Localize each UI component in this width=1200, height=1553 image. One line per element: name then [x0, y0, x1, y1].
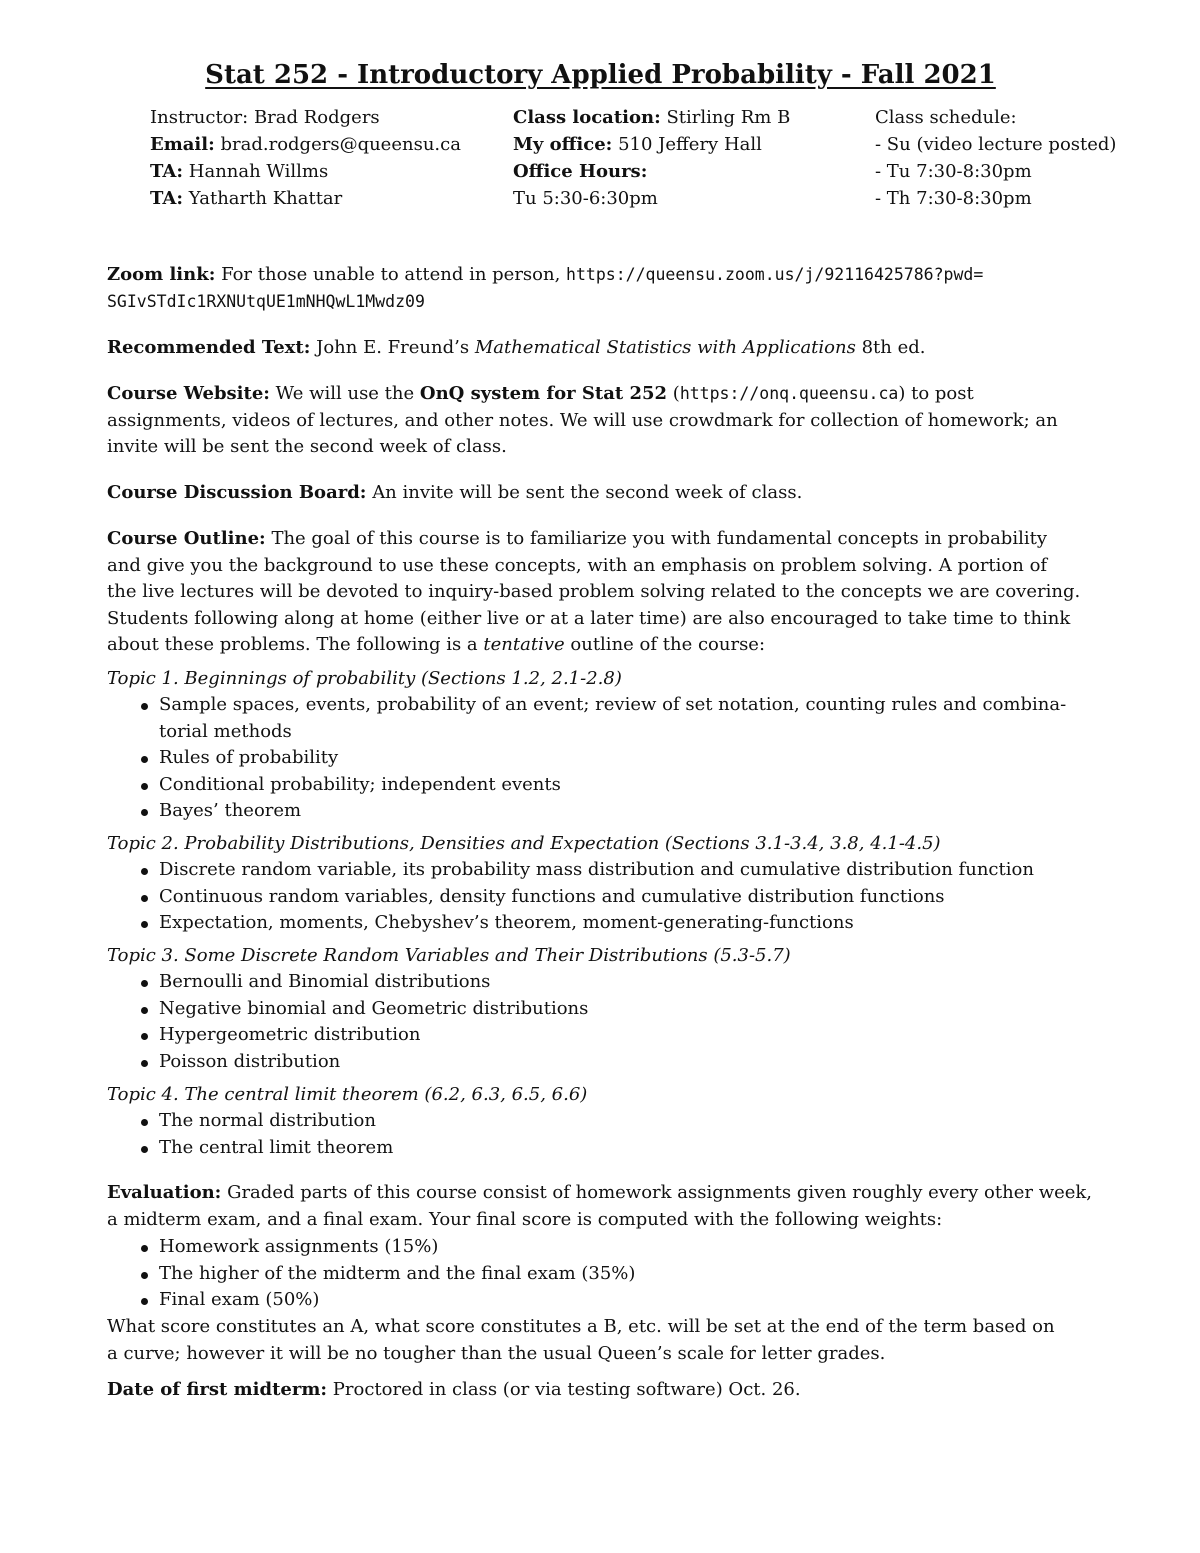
- schedule-info: [875, 104, 1116, 212]
- list-item: Homework assignments (15%): [107, 1234, 635, 1261]
- email-address[interactable]: brad.rodgers@queensu.ca: [220, 134, 461, 155]
- outline-section: [107, 526, 1094, 659]
- website-label: Course Website:: [107, 383, 270, 404]
- bullet-icon: [141, 783, 148, 790]
- discussion-label: Course Discussion Board:: [107, 482, 367, 503]
- bullet-icon: [141, 1245, 148, 1252]
- instructor-info: [150, 104, 461, 212]
- topic-2-list: [107, 857, 1034, 937]
- recommended-text-author: John E. Freund’s: [316, 337, 470, 358]
- bullet-icon: [141, 895, 148, 902]
- website-text-2: to post: [911, 383, 974, 404]
- ta1-name: Hannah Willms: [188, 161, 329, 182]
- schedule-item: - Tu 7:30-8:30pm: [875, 161, 1032, 182]
- list-item: Rules of probability: [107, 745, 1066, 772]
- grading-note-line: What score constitutes an A, what score constitutes a B, etc. will be set at the end of the term based on: [107, 1316, 1055, 1337]
- ta1-label: TA:: [150, 161, 184, 182]
- bullet-icon: [141, 1272, 148, 1279]
- website-text: We will use the: [275, 383, 415, 404]
- evaluation-line: Graded parts of this course consist of homework assignments given roughly every other week,: [227, 1182, 1093, 1203]
- office-location: 510 Jeffery Hall: [618, 134, 762, 155]
- course-website-section: Course Website: We will use the OnQ system for Stat 252 (https://onq.queensu.ca) to post assignments, videos of lectures, and other notes. We will use crowdmark for collection of homework; an invite will be sent the second week of class.: [107, 381, 1094, 461]
- evaluation-line: a midterm exam, and a final exam. Your final score is computed with the following weights:: [107, 1208, 943, 1230]
- schedule-label: Class schedule:: [875, 107, 1017, 128]
- topic-4-title: Topic 4. The central limit theorem (6.2, 6.3, 6.5, 6.6): [107, 1084, 588, 1105]
- location-info: [513, 104, 790, 212]
- bullet-icon: [141, 1060, 148, 1067]
- zoom-link[interactable]: https://queensu.zoom.us/j/92116425786?pwd=: [566, 265, 984, 284]
- outline-emphasis: tentative: [483, 634, 565, 655]
- zoom-text: For those unable to attend in person,: [221, 264, 561, 285]
- email-label: Email:: [150, 134, 215, 155]
- bullet-icon: [141, 756, 148, 763]
- list-item: Hypergeometric distribution: [107, 1022, 588, 1049]
- list-item: Final exam (50%): [107, 1287, 635, 1314]
- bullet-icon: [141, 921, 148, 928]
- bullet-icon: [141, 1033, 148, 1040]
- ta2-label: TA:: [150, 188, 184, 209]
- list-item: Negative binomial and Geometric distributions: [107, 996, 588, 1023]
- page-title: Stat 252 - Introductory Applied Probability - Fall 2021: [205, 60, 996, 90]
- bullet-icon: [141, 703, 148, 710]
- office-label: My office:: [513, 134, 613, 155]
- list-item: Bayes’ theorem: [107, 798, 1066, 825]
- outline-line: The goal of this course is to familiarize you with fundamental concepts in probability: [271, 528, 1047, 549]
- schedule-item: - Th 7:30-8:30pm: [875, 188, 1032, 209]
- evaluation-label: Evaluation:: [107, 1182, 222, 1203]
- instructor-label: Instructor:: [150, 107, 249, 128]
- topic-1-title: Topic 1. Beginnings of probability (Sections 1.2, 2.1-2.8): [107, 668, 622, 689]
- list-item-continuation: torial methods: [159, 720, 292, 742]
- list-item: Poisson distribution: [107, 1049, 588, 1076]
- topic-1-list: [107, 692, 1066, 825]
- bullet-icon: [141, 868, 148, 875]
- instructor-name: Brad Rodgers: [253, 107, 380, 128]
- outline-line: Students following along at home (either live or at a later time) are also encouraged to take time to think: [107, 607, 1071, 629]
- hours-label: Office Hours:: [513, 161, 648, 182]
- list-item: The higher of the midterm and the final exam (35%): [107, 1261, 635, 1288]
- bullet-icon: [141, 1146, 148, 1153]
- grading-note: [107, 1314, 1094, 1367]
- bullet-icon: [141, 1298, 148, 1305]
- list-item: Continuous random variables, density functions and cumulative distribution functions: [107, 884, 1034, 911]
- book-edition: 8th ed.: [861, 337, 926, 358]
- list-item: The normal distribution: [107, 1108, 393, 1135]
- midterm-label: Date of first midterm:: [107, 1379, 328, 1400]
- class-location: Stirling Rm B: [666, 107, 791, 128]
- book-title: Mathematical Statistics with Applications: [474, 337, 856, 358]
- outline-line: and give you the background to use these concepts, with an emphasis on problem solving. A portion of: [107, 554, 1048, 576]
- outline-line: the live lectures will be devoted to inquiry-based problem solving related to the concepts we are covering.: [107, 581, 1081, 602]
- list-item: The central limit theorem: [107, 1135, 393, 1162]
- midterm-text: Proctored in class (or via testing software) Oct. 26.: [332, 1379, 801, 1400]
- bullet-icon: [141, 1007, 148, 1014]
- bullet-icon: [141, 1119, 148, 1126]
- outline-line: about these problems. The following is a: [107, 634, 478, 655]
- topic-3-list: [107, 969, 588, 1075]
- office-hours: Tu 5:30-6:30pm: [513, 188, 658, 209]
- recommended-text-label: Recommended Text:: [107, 337, 311, 358]
- onq-system: OnQ system for Stat 252: [419, 383, 668, 404]
- list-item: Sample spaces, events, probability of an event; review of set notation, counting rules and combina-: [107, 692, 1066, 719]
- onq-link[interactable]: https://onq.queensu.ca: [679, 384, 899, 403]
- recommended-text-section: [107, 335, 1094, 362]
- list-item: Conditional probability; independent events: [107, 772, 1066, 799]
- ta2-name: Yatharth Khattar: [188, 188, 343, 209]
- location-label: Class location:: [513, 107, 661, 128]
- topic-3-title: Topic 3. Some Discrete Random Variables and Their Distributions (5.3-5.7): [107, 945, 791, 966]
- schedule-item: - Su (video lecture posted): [875, 134, 1117, 155]
- evaluation-weights-list: [107, 1234, 635, 1314]
- list-item: Expectation, moments, Chebyshev’s theorem, moment-generating-functions: [107, 910, 1034, 937]
- zoom-section: [107, 262, 1094, 315]
- midterm-section: [107, 1377, 1094, 1404]
- outline-label: Course Outline:: [107, 528, 266, 549]
- outline-line-end: outline of the course:: [570, 634, 766, 655]
- website-line: assignments, videos of lectures, and other notes. We will use crowdmark for collection of homework; an: [107, 409, 1058, 431]
- website-line: invite will be sent the second week of class.: [107, 436, 507, 457]
- grading-note-line: a curve; however it will be no tougher than the usual Queen’s scale for letter grades.: [107, 1342, 886, 1364]
- discussion-text: An invite will be sent the second week of class.: [372, 482, 803, 503]
- topic-4-list: [107, 1108, 393, 1161]
- evaluation-section: [107, 1180, 1094, 1233]
- zoom-link-cont[interactable]: SGIvSTdIc1RXNUtqUE1mNHQwL1Mwdz09: [107, 291, 425, 311]
- list-item: Discrete random variable, its probability mass distribution and cumulative distribution function: [107, 857, 1034, 884]
- discussion-section: [107, 480, 1094, 507]
- topic-2-title: Topic 2. Probability Distributions, Densities and Expectation (Sections 3.1-3.4, 3.8, 4.1-4.5): [107, 833, 941, 854]
- zoom-label: Zoom link:: [107, 264, 216, 285]
- bullet-icon: [141, 809, 148, 816]
- bullet-icon: [141, 980, 148, 987]
- list-item: Bernoulli and Binomial distributions: [107, 969, 588, 996]
